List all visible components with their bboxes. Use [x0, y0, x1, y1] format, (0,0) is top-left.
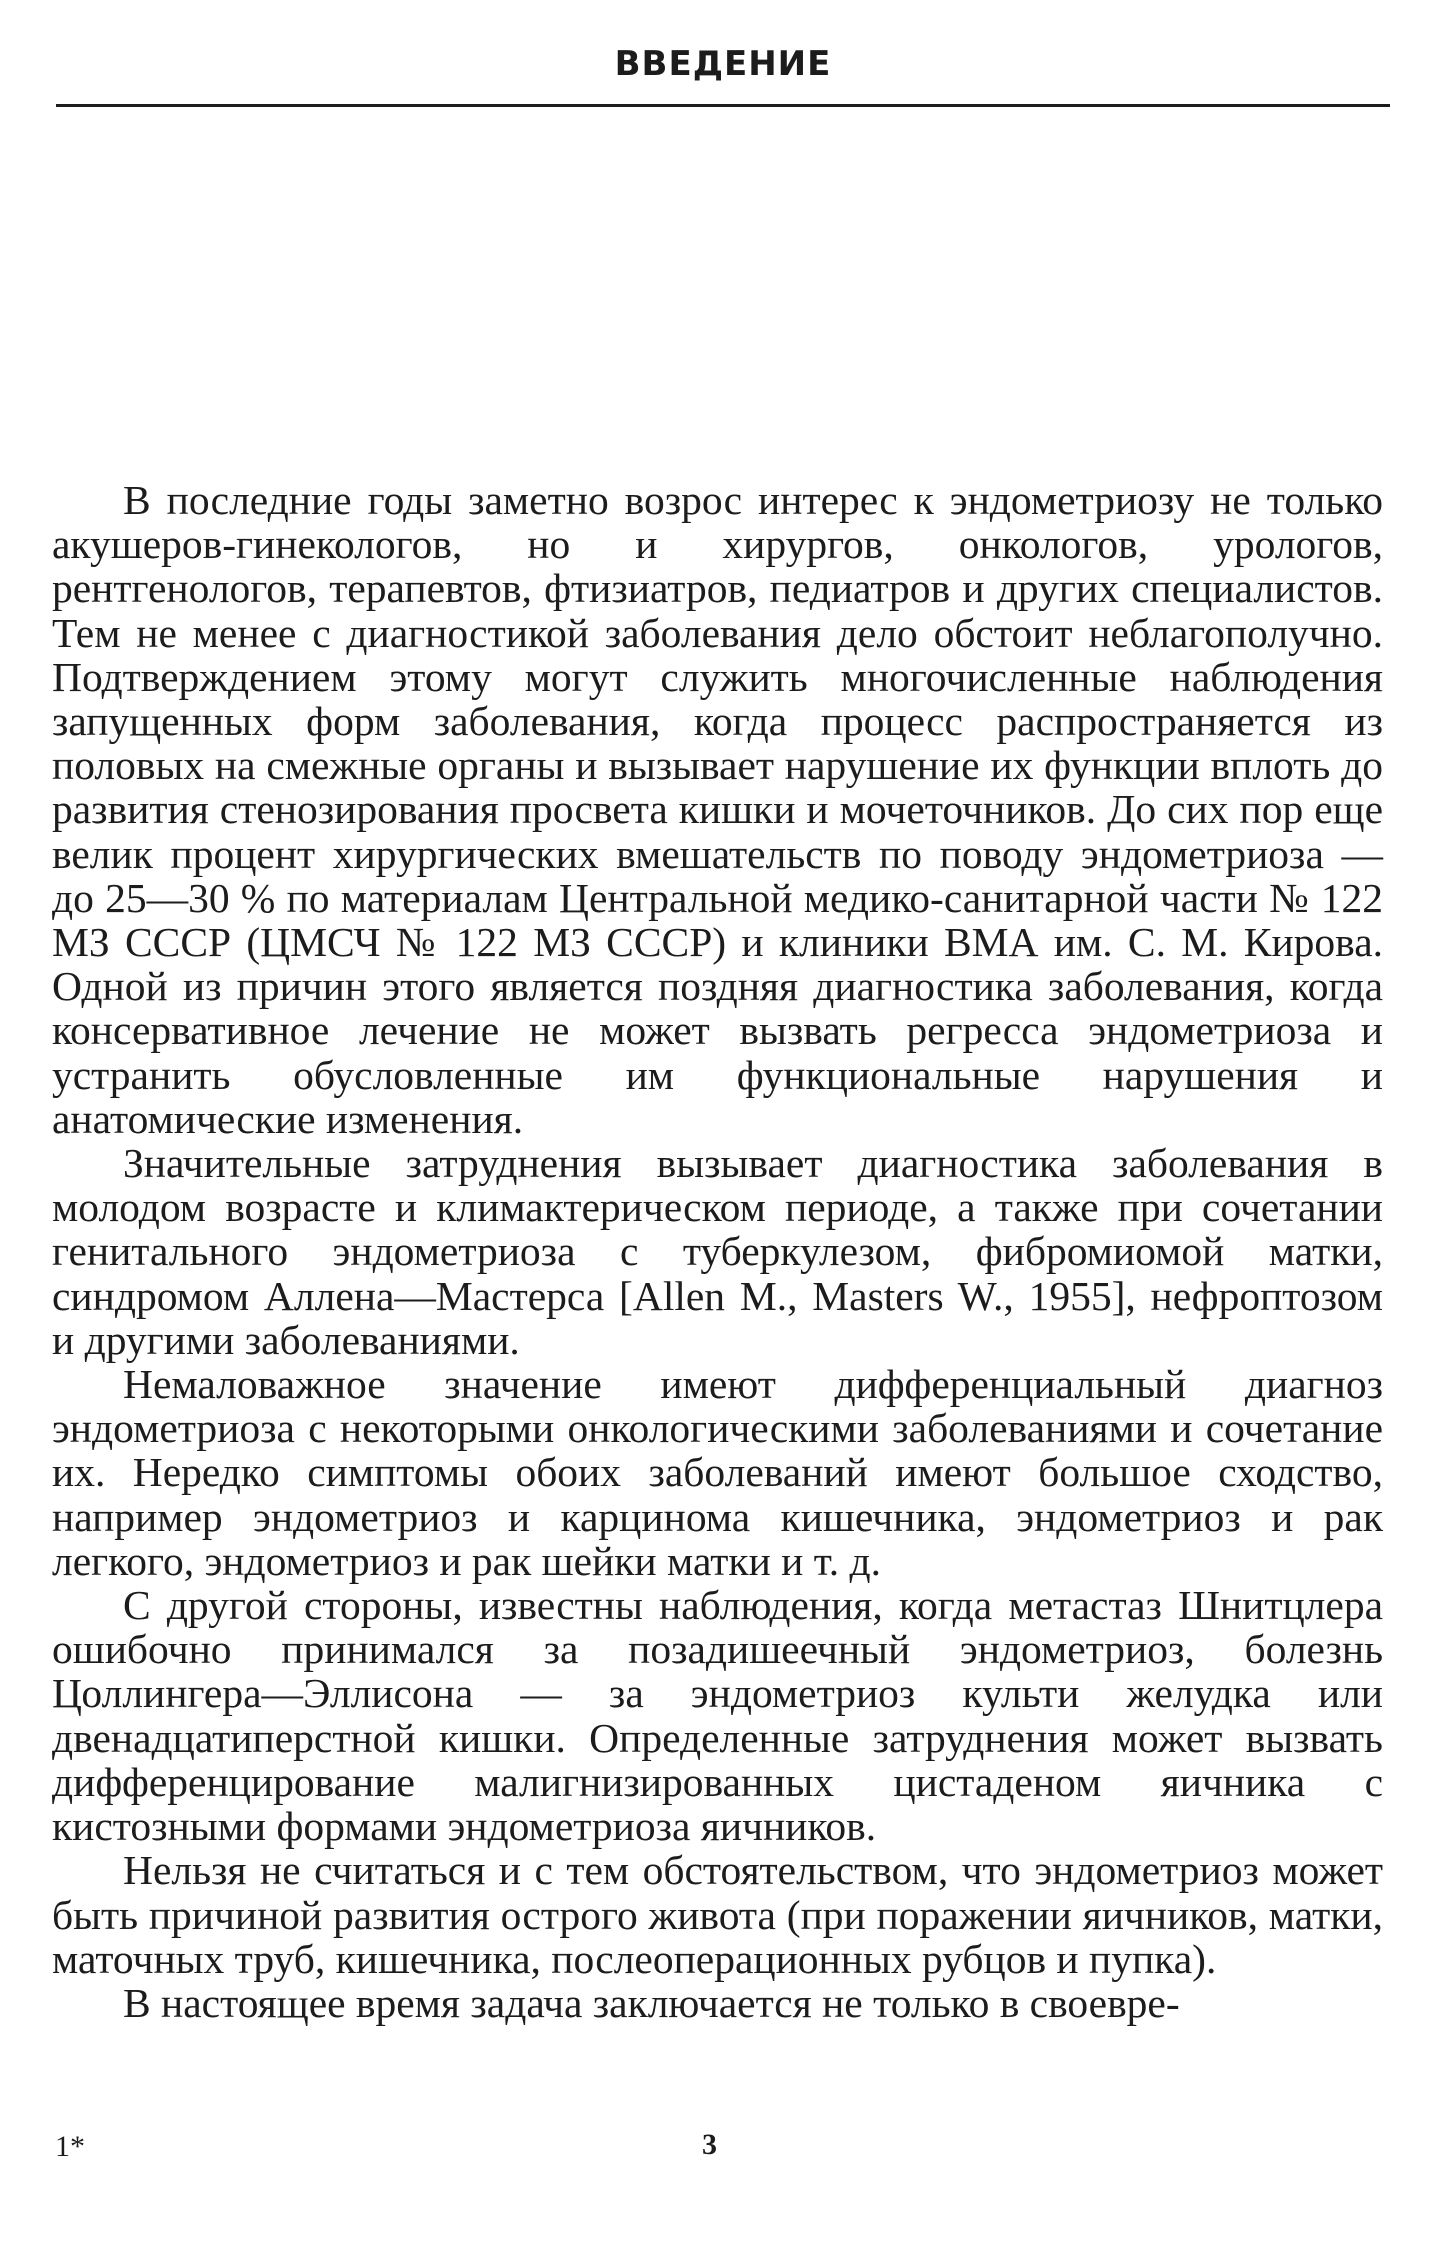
paragraph: Нельзя не считаться и с тем обстоятельством, что эндометриоз может быть причиной развития острого живота (при поражении яичников, матки, маточных труб, кишечника, послеоперационных рубцов и пупка). — [52, 1847, 1383, 1982]
paragraph: В последние годы заметно возрос интерес к эндометриозу не только акушеров-гинекологов, но и хирургов, онкологов, урологов, рентгенологов, терапевтов, фтизиатров, педиатров и других специалистов. Тем не менее с диагностикой заболевания дело обстоит неблагополучно. Подтверждением этому могут служить многочисленные наблюдения запущенных форм заболевания, когда процесс распространяется из половых на смежные органы и вызывает нарушение их функции вплоть до развития стенозирования просвета кишки и мочеточников. До сих пор еще велик процент хирургических вмешательств по поводу эндометриоза — до 25—30 % по материалам Центральной медико-санитарной части № 122 МЗ СССР (ЦМСЧ № 122 МЗ СССР) и клиники ВМА им. С. М. Кирова. Одной из причин этого является поздняя диагностика заболевания, когда консервативное лечение не может вызвать регресса эндометриоза и устранить обусловленные им функциональные нарушения и анатомические изменения. — [52, 477, 1383, 1142]
paragraph: Значительные затруднения вызывает диагностика заболевания в молодом возрасте и климактерическом периоде, а также при сочетании генитального эндометриоза с туберкулезом, фибромиомой матки, синдромом Аллена—Мастерса [Allen M., Masters W., 1955], нефроптозом и другими заболеваниями. — [52, 1140, 1383, 1363]
paragraph: С другой стороны, известны наблюдения, когда метастаз Шнитцлера ошибочно принимался за позадишеечный эндометриоз, болезнь Цоллингера—Эллисона — за эндометриоз культи желудка или двенадцатиперстной кишки. Определенные затруднения может вызвать дифференцирование малигнизированных цистаденом яичника с кистозными формами эндометриоза яичников. — [52, 1582, 1383, 1850]
page-number: 3 — [702, 2128, 717, 2161]
paragraph: Немаловажное значение имеют дифференциальный диагноз эндометриоза с некоторыми онкологическими заболеваниями и сочетание их. Нередко симптомы обоих заболеваний имеют большое сходство, например эндометриоз и карцинома кишечника, эндометриоз и рак легкого, эндометриоз и рак шейки матки и т. д. — [52, 1361, 1383, 1584]
header-divider — [56, 104, 1390, 107]
body-text — [52, 478, 1383, 2025]
paragraph: В настоящее время задача заключается не только в своевре- — [123, 1979, 1180, 2026]
signature-mark: 1* — [55, 2130, 85, 2163]
page-title: ВВЕДЕНИЕ — [614, 44, 832, 84]
